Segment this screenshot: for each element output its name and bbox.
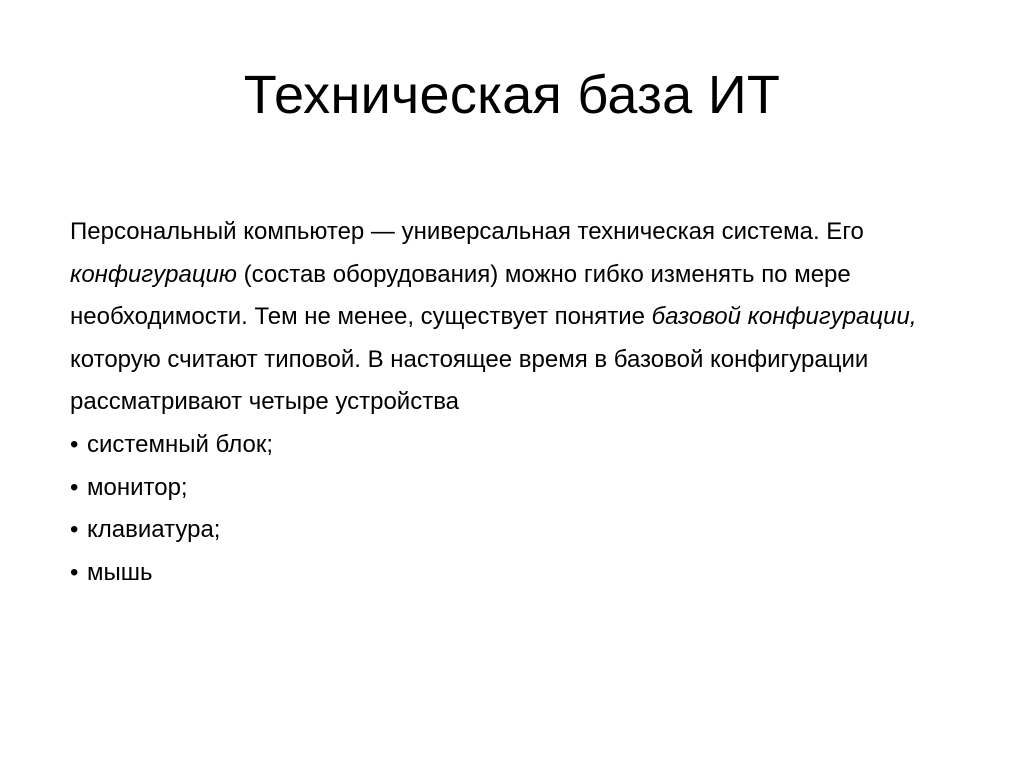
bullet-icon: • bbox=[70, 558, 79, 586]
emphasis-configuration: конфигурацию bbox=[70, 260, 237, 288]
device-list bbox=[70, 424, 960, 594]
list-item bbox=[70, 552, 960, 595]
list-item bbox=[70, 467, 960, 510]
list-item-text: системный блок; bbox=[87, 430, 274, 458]
list-item bbox=[70, 424, 960, 467]
bullet-icon: • bbox=[70, 430, 79, 458]
slide-title: Техническая база ИТ bbox=[243, 65, 781, 125]
list-item bbox=[70, 509, 960, 552]
emphasis-base-configuration: базовой конфигурации, bbox=[651, 303, 917, 331]
list-item-text: монитор; bbox=[87, 473, 188, 501]
list-item-text: клавиатура; bbox=[87, 516, 221, 544]
list-item-text: мышь bbox=[87, 558, 153, 586]
bullet-icon: • bbox=[70, 473, 79, 501]
slide-body bbox=[70, 211, 960, 594]
paragraph-text-1: Персональный компьютер — универсальная техническая система. Его bbox=[70, 218, 864, 245]
intro-paragraph bbox=[70, 211, 960, 424]
bullet-icon: • bbox=[70, 516, 79, 544]
paragraph-text-2: (состав оборудования) можно гибко изменять по мере необходимости. Тем не менее, существует понятие bbox=[70, 260, 851, 331]
paragraph-text-3: которую считают типовой. В настоящее время в базовой конфигурации рассматривают четыре устройства bbox=[70, 345, 869, 416]
